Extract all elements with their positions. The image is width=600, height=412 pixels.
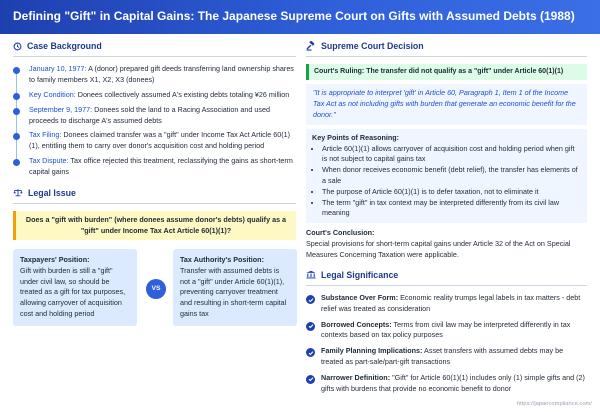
legal-issue-heading: Legal Issue <box>13 187 296 204</box>
timeline-dot <box>13 133 20 140</box>
source-url: https://japancompliance.com/ <box>516 400 592 407</box>
key-points-box: Key Points of Reasoning: • Article 60(1)(1) allows carryover of acquisition cost and holding period when gift is not subject to capital gains tax • When donor receives economic benefit (debt relief), the transfer has elements of a sale • The purpose of Article 60(1)(1) is to defer taxation, not to eliminate it • The term "gift" in tax context may be interpreted differently from its civil law meaning <box>306 129 587 223</box>
check-icon <box>306 375 315 384</box>
tax-authority-position-card: Tax Authority's Position: Transfer with assumed debts is not a "gift" under Article 60(1)(1), preventing carryover treatment and resulting in short-term capital gains tax <box>173 249 297 326</box>
timeline-item: January 10, 1977: A (donor) prepared gift deeds transferring land ownership shares to family members X1, X2, X3 (donees) <box>29 64 296 86</box>
timeline-item: Key Condition: Donees collectively assumed A's existing debts totaling ¥26 million <box>29 90 296 101</box>
list-item: • Article 60(1)(1) allows carryover of acquisition cost and holding period when gift is not subject to capital gains tax <box>322 144 581 166</box>
timeline-dot <box>13 93 20 100</box>
court-conclusion: Court's Conclusion: Special provisions for short-term capital gains under Article 32 of the Act on Special Measures Concerning Taxation were applicable. <box>306 228 571 259</box>
list-item: • The purpose of Article 60(1)(1) is to defer taxation, not to eliminate it <box>322 187 581 198</box>
key-points-list <box>312 144 581 220</box>
significance-item: Narrower Definition: "Gift" for Article 60(1)(1) includes only (1) simple gifts and (2) gifts with burdens that provide no economic benefit to donor <box>306 373 587 395</box>
vs-badge: VS <box>146 279 166 299</box>
timeline-dot <box>13 108 20 115</box>
supreme-court-decision-heading: Supreme Court Decision <box>306 40 587 57</box>
significance-item: Borrowed Concepts: Terms from civil law may be interpreted differently in tax contexts based on tax policy purposes <box>306 320 587 342</box>
check-icon <box>306 322 315 331</box>
scale-icon <box>13 188 23 197</box>
positions-comparison <box>13 249 296 341</box>
significance-item: Substance Over Form: Economic reality trumps legal labels in tax matters - debt relief was treated as consideration <box>306 293 587 315</box>
timeline-item: September 9, 1977: Donees sold the land to a Racing Association and used proceeds to discharge A's assumed debts <box>29 105 296 127</box>
court-quote: "It is appropriate to interpret 'gift' in Article 60, Paragraph 1, Item 1 of the Income Tax Act as not including gifts with burden that generate an economic benefit for the donor." <box>306 84 587 124</box>
legal-significance-heading: Legal Significance <box>306 269 587 286</box>
case-timeline <box>13 64 296 177</box>
page-title: Defining "Gift" in Capital Gains: The Japanese Supreme Court on Gifts with Assumed Debts (1988) <box>13 9 575 24</box>
timeline-item: Tax Dispute: Tax office rejected this treatment, reclassifying the gains as short-term capital gains <box>29 156 296 178</box>
landmark-icon <box>306 270 316 279</box>
timeline-dot <box>13 159 20 166</box>
list-item: • When donor receives economic benefit (debt relief), the transfer has elements of a sale <box>322 165 581 187</box>
check-icon <box>306 295 315 304</box>
taxpayers-position-card: Taxpayers' Position: Gift with burden is still a "gift" under civil law, so should be treated as a gift for tax purposes, allowing carryover of acquisition cost and holding period <box>13 249 137 326</box>
case-background-heading: Case Background <box>13 40 296 57</box>
right-column <box>306 40 587 399</box>
left-column <box>13 40 296 341</box>
timeline-item: Tax Filing: Donees claimed transfer was a "gift" under Income Tax Act Article 60(1)(1), entitling them to carry over donor's acquisition cost and holding period <box>29 130 296 152</box>
significance-item: Family Planning Implications: Asset transfers with assumed debts may be treated as part-sale/part-gift transactions <box>306 346 587 368</box>
court-ruling-banner: Court's Ruling: The transfer did not qualify as a "gift" under Article 60(1)(1) <box>306 64 587 80</box>
page-header <box>0 0 600 34</box>
gavel-icon <box>306 41 316 51</box>
timeline-dot <box>13 67 20 74</box>
history-icon <box>13 42 22 51</box>
legal-question-box: Does a "gift with burden" (where donees assume donor's debts) qualify as a "gift" under Income Tax Act Article 60(1)(1)? <box>13 211 296 240</box>
list-item: • The term "gift" in tax context may be interpreted differently from its civil law meaning <box>322 198 581 220</box>
check-icon <box>306 348 315 357</box>
